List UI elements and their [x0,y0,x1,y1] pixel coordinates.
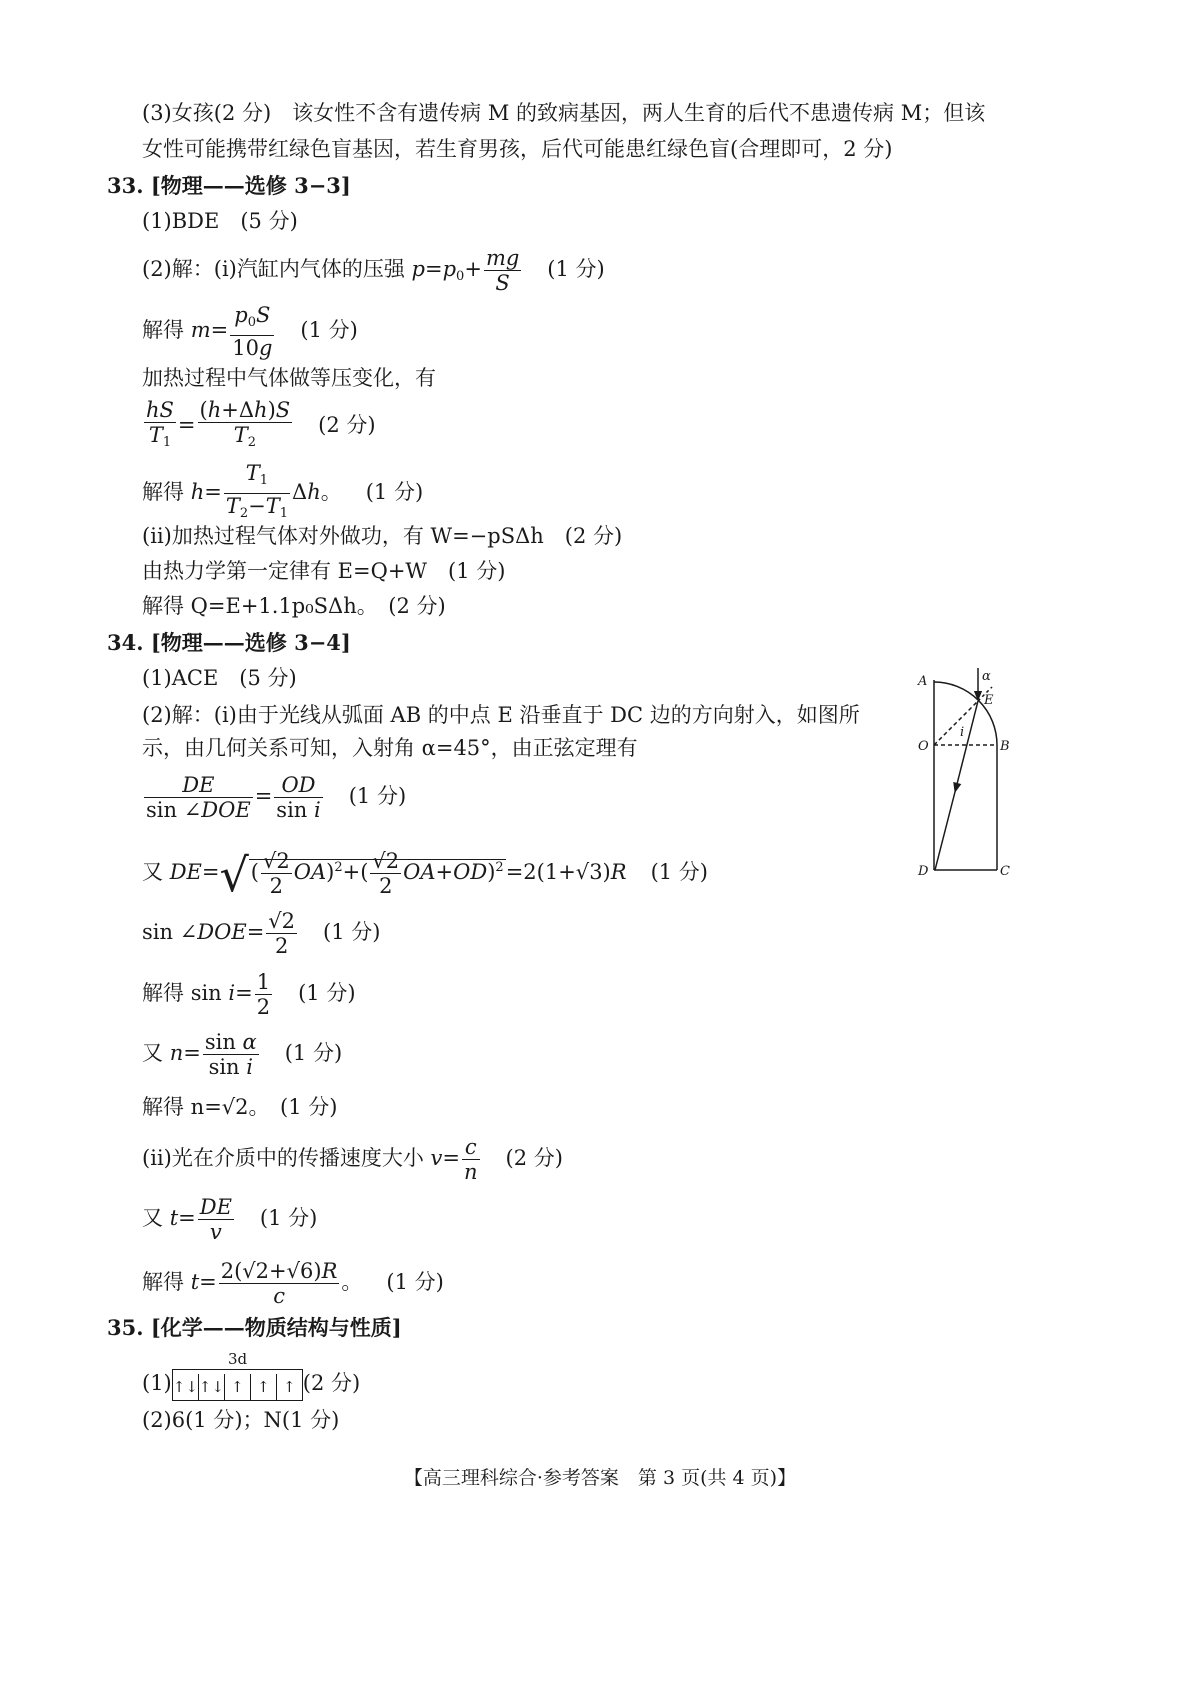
de-over-sin-doe-fraction: $\frac{DE}{\text{sin ∠DOE}}$ [146,773,251,822]
q34-n-prefix: 又 [142,1041,170,1065]
q34-part1: (1)ACE (5 分) [142,666,297,690]
q34-t-eq: 又 t= $\frac{DE}{v}$ (1 分) [142,1195,318,1244]
q33-part1: (1)BDE (5 分) [142,209,298,233]
figure-label-e: E [984,693,994,708]
orbital-3d-label: 3d [228,1350,248,1368]
orbital-box-5: ↑ [282,1377,296,1396]
q35-part1 [142,1368,360,1401]
q34-part2-line2: 示，由几何关系可知，入射角 α=45°，由正弦定理有 [142,736,638,760]
q34-t-prefix: 又 [142,1206,170,1230]
q33-isobaric-eq: $\frac{hS}{T_1}$ = $\frac{(h+\Delta h)S}{T_2}$ (2 分) [142,398,376,455]
q33-mass-eq: 解得 m= $\frac{p_0S}{10g}$ (1 分) [142,303,358,360]
orbital-diagram-3d [172,1369,303,1401]
q35-header: 35. [化学——物质结构与性质] [107,1315,402,1340]
od-over-sin-i-fraction: $\frac{OD}{\text{sin i}}$ [276,773,321,822]
figure-label-b: B [1000,739,1010,754]
q33-pressure-prefix: (2)解：(ⅰ)汽缸内气体的压强 [142,257,412,281]
q34-sini-prefix: 解得 [142,981,191,1005]
q34-de-prefix: 又 [142,860,170,884]
q34-speed-eq: (ⅱ)光在介质中的传播速度大小 v= $\frac{c}{n}$ (2 分) [142,1135,563,1184]
q34-sine-law-eq: $\frac{DE}{\text{sin ∠DOE}}$ = $\frac{OD}{\text{sin i}}$ (1 分) [146,773,407,822]
figure-label-alpha: α [982,669,991,684]
q33-h-score: (1 分) [365,480,424,504]
mg-over-s-fraction: $\frac{mg}{S}$ [485,246,520,295]
q33-isobaric-text: 加热过程中气体做等压变化，有 [142,366,436,390]
figure-refracted-ray-tail [935,788,956,870]
sin-alpha-over-sin-i-fraction: $\frac{\text{sin α}}{\text{sin i}}$ [204,1030,257,1079]
c-over-n-fraction: $\frac{c}{n}$ [463,1135,478,1184]
q34-sine-score: (1 分) [348,784,407,808]
orbital-box-1: ↑↓ [173,1374,199,1400]
q34-header: 34. [物理——选修 3−4] [107,630,351,655]
figure-line-oe [934,701,978,745]
hs-over-t1-fraction: $\frac{hS}{T_1}$ [146,398,174,450]
root2-over-2-fraction: $\frac{√2}{2}$ [268,909,296,958]
q33-mass-score: (1 分) [300,318,358,342]
t1-over-t2-minus-t1-fraction: $\frac{T_1}{T_2-T_1}$ [225,461,289,521]
q35-part1-prefix: (1) [142,1371,172,1395]
q33-q-result: 解得 Q=E+1.1p₀SΔh。 (2 分) [142,594,446,618]
q34-n-result: 解得 n=√2。 (1 分) [142,1095,338,1119]
q33-header: 33. [物理——选修 3−3] [107,173,351,198]
orbital-box-3: ↑ [225,1374,251,1400]
p0s-over-10g-fraction: $\frac{p_0S}{10g}$ [232,303,273,360]
figure-label-d: D [918,864,929,879]
q33-h-prefix: 解得 [142,480,191,504]
figure-label-o: O [918,739,929,754]
q34-de-score: (1 分) [650,860,708,884]
q33-work: (ⅱ)加热过程气体对外做功，有 W=−pSΔh (2 分) [142,524,623,548]
q34-de-eq: 又 DE=√( $\frac{√2}{2}$ OA)$^2$+( $\frac{√2}{2}$ OA+OD)$^2$=2(1+√3)R (1 分) [142,840,708,903]
de-radicand: ( $\frac{√2}{2}$ OA)$^2$+( $\frac{√2}{2}$ OA+OD)$^2$ [250,849,504,898]
q34-t-result-eq: 解得 t= $\frac{2(√2+√6)R}{c}$ 。 (1 分) [142,1259,444,1308]
q34-sin-i-eq: 解得 sin i= $\frac{1}{2}$ (1 分) [142,970,356,1019]
one-half-fraction: $\frac{1}{2}$ [256,970,271,1019]
q32-3-line2: 女性可能携带红绿色盲基因，若生育男孩，后代可能患红绿色盲(合理即可，2 分) [142,137,893,161]
figure-label-c: C [1000,864,1010,879]
q33-first-law: 由热力学第一定律有 E=Q+W (1 分) [142,559,506,583]
q34-n-eq: 又 n= $\frac{\text{sin α}}{\text{sin i}}$ (1 分) [142,1030,343,1079]
q32-3-line1: (3)女孩(2 分) 该女性不含有遗传病 M 的致病基因，两人生育的后代不患遗传病 M；但该 [142,101,986,125]
page-footer: 【高三理科综合·参考答案 第 3 页(共 4 页)】 [403,1467,797,1489]
figure-label-a: A [918,674,928,689]
q33-isobaric-score: (2 分) [318,413,376,437]
q33-h-eq: 解得 h= $\frac{T_1}{T_2-T_1}$ Δh。 (1 分) [142,461,423,526]
de-over-v-fraction: $\frac{DE}{v}$ [199,1195,232,1244]
q34-part2-line1: (2)解：(ⅰ)由于光线从弧面 AB 的中点 E 沿垂直于 DC 边的方向射入，如图所 [142,703,860,727]
q34-n-score: (1 分) [284,1041,343,1065]
figure-refracted-ray [956,701,978,788]
hdh-s-over-t2-fraction: $\frac{(h+\Delta h)S}{T_2}$ [199,398,291,450]
orbital-box-2: ↑↓ [199,1374,225,1400]
q33-pressure-eq: (2)解：(ⅰ)汽缸内气体的压强 $p=p_0+$ $\frac{mg}{S}$ (1 分) [142,246,605,295]
q34-doe-score: (1 分) [323,920,381,944]
q34-t2-prefix: 解得 [142,1270,191,1294]
q34-speed-prefix: (ⅱ)光在介质中的传播速度大小 [142,1146,431,1170]
q33-mass-prefix: 解得 [142,318,191,342]
q34-sini-score: (1 分) [298,981,356,1005]
t-result-fraction: $\frac{2(√2+√6)R}{c}$ [220,1259,338,1308]
q33-pressure-score: (1 分) [547,257,605,281]
q34-t2-score: (1 分) [386,1270,444,1294]
q35-part1-score: (2 分) [302,1371,361,1395]
optics-figure [910,660,1030,895]
q35-part2: (2)6(1 分)；N(1 分) [142,1408,340,1432]
q34-sin-doe-eq: sin ∠DOE= $\frac{√2}{2}$ (1 分) [142,909,381,958]
orbital-box-4: ↑ [251,1374,277,1400]
q34-speed-score: (2 分) [505,1146,563,1170]
q34-t-score: (1 分) [259,1206,318,1230]
figure-label-i: i [960,725,965,740]
